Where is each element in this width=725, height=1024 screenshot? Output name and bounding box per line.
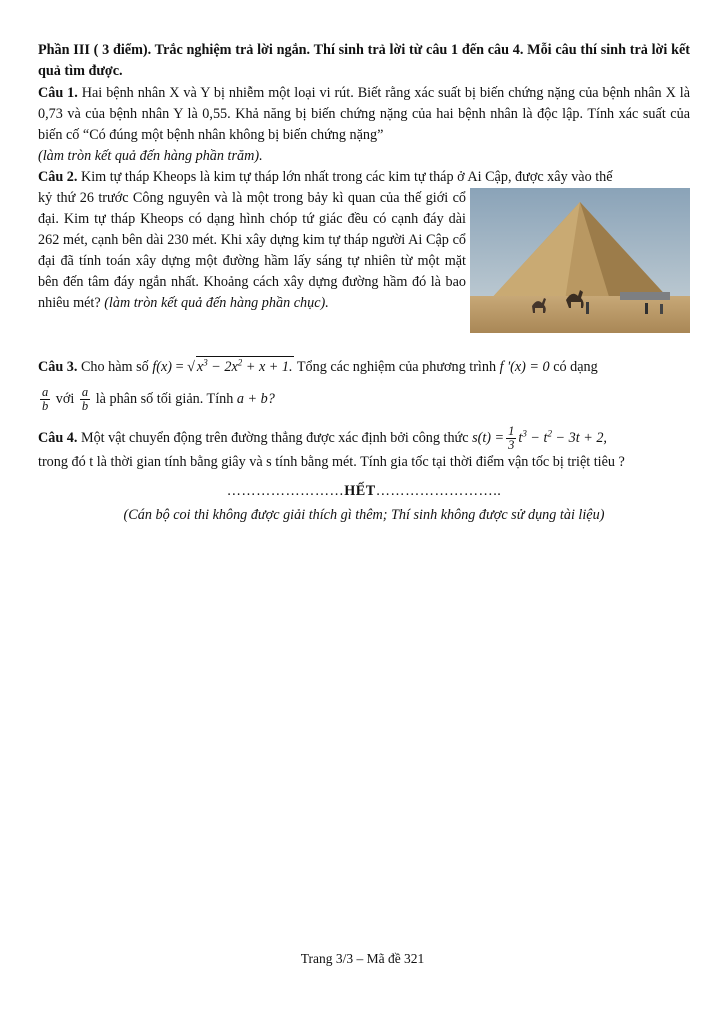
question-4-label: Câu 4. [38,429,78,446]
question-3-function: f(x) = √ $x^3 - 2x^2 + x + 1$. [152,359,293,375]
question-3 [38,356,690,378]
question-3-derivative: f '(x) = 0 [499,359,550,375]
pyramid-photo [470,188,690,333]
part-heading: Phần III ( 3 điểm). Trắc nghiệm trả lời ngắn. Thí sinh trả lời từ câu 1 đến câu 4. Mỗi câu thí sinh trả lời kết quả tìm được. [38,42,690,79]
fraction-a-b: $\frac{a}{b}$ [42,385,49,413]
question-2-text-line1: Kim tự tháp Kheops là kim tự tháp lớn nhất trong các kim tự tháp ở Ai Cập, được xây vào thế [80,169,613,185]
page-footer: Trang 3/3 – Mã đề 321 [300,951,425,966]
question-3-ask: a + b? [236,390,275,407]
question-3-after2: có dạng [553,359,598,375]
question-4-text2: trong đó t là thời gian tính bằng giây và s tính bằng mét. Tính gia tốc tại thời điểm vận tốc bị triệt tiêu ? [38,454,625,470]
question-4-formula: s(t) = $\frac{1}{3}$ $t^3 - t^2 - 3t + 2$, [472,424,607,452]
end-word: HẾT [344,483,376,499]
question-3-line2 [38,386,690,413]
question-1-note: (làm tròn kết quả đến hàng phần trăm). [38,148,263,164]
question-1-label: Câu 1. [38,85,78,101]
question-2-label: Câu 2. [38,169,78,185]
question-1-text: Hai bệnh nhân X và Y bị nhiễm một loại vi rút. Biết rằng xác suất bị biến chứng nặng của bệnh nhân X là 0,73 và của bệnh nhân Y là 0,55. Khả năng bị biến chứng nặng của hai bệnh nhân là độc lập. Tính xác suất của biến cố “Có đúng một bệnh nhân không bị biến chứng nặng” [38,85,691,143]
question-1 [38,83,690,146]
question-4-text: Một vật chuyển động trên đường thẳng được xác định bởi công thức [80,429,469,446]
question-3-with: với [55,390,75,407]
question-3-label: Câu 3. [38,359,78,375]
exam-note: (Cán bộ coi thi không được giải thích gì thêm; Thí sinh không được sử dụng tài liệu) [123,507,605,523]
question-2-first-line [38,167,690,188]
question-2-note: (làm tròn kết quả đến hàng phần chục). [104,295,329,311]
question-2-body [38,188,690,356]
question-2-text [38,188,466,314]
exam-page [38,40,690,526]
question-3-intro: Cho hàm số [80,359,149,375]
fraction-a-b-2: $\frac{a}{b}$ [81,385,89,413]
question-3-after: Tổng các nghiệm của phương trình [296,359,497,375]
question-2-text-rest: kỷ thứ 26 trước Công nguyên và là một trong bảy kì quan của thế giới cổ đại. Kim tự tháp Kheops có dạng hình chóp tứ giác đều có cạnh đáy dài 262 mét, cạnh bên dài 230 mét. Khi xây dựng kim tự tháp người Ai Cập cổ đại đã tính toán xây dựng một đường hầm lấy sáng tự nhiên từ một mặt bên đến tâm đáy ngắn nhất. Khoảng cách xây dựng đường hầm đó là bao nhiêu mét? [38,190,466,311]
question-3-simplest: là phân số tối giản. Tính [95,390,234,407]
end-line: ……………………HẾT…………………….. [226,483,502,499]
question-4 [38,425,690,452]
